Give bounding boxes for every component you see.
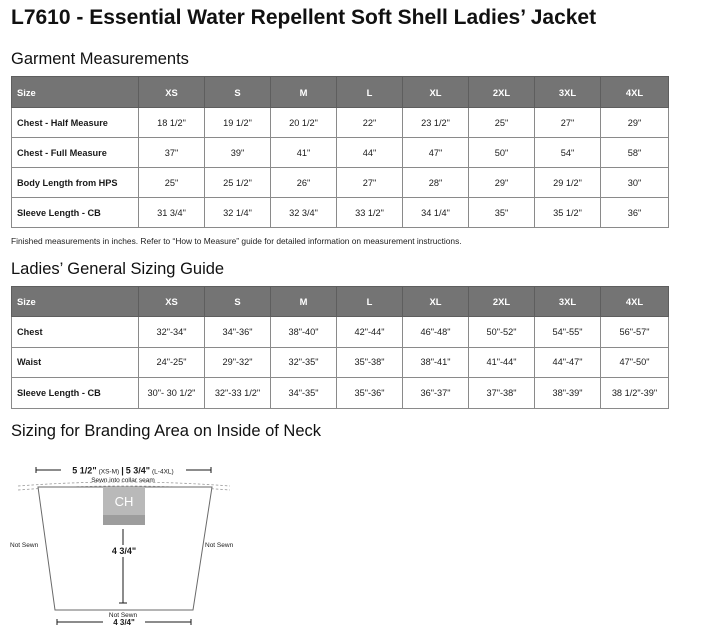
table-cell: 37" [139,138,205,168]
table-cell: 37"-38" [469,378,535,409]
table-cell: 34"-36" [205,317,271,348]
table-cell: 32 3/4" [271,198,337,228]
table-cell: 38"-40" [271,317,337,348]
header-xl: XL [403,77,469,108]
left-not-sewn-label: Not Sewn [10,542,39,549]
table-cell: 50" [469,138,535,168]
table-cell: 35" [469,198,535,228]
table-cell: 29" [469,168,535,198]
table-cell: 24"-25" [139,347,205,378]
table-cell: 29 1/2" [535,168,601,198]
table-cell: 27" [337,168,403,198]
row-label: Chest - Half Measure [12,108,139,138]
right-not-sewn-label: Not Sewn [205,542,234,549]
table-cell: 31 3/4" [139,198,205,228]
table-cell: 34 1/4" [403,198,469,228]
row-label: Sleeve Length - CB [12,378,139,409]
table-row [12,138,669,168]
bottom-not-sewn-label: Not Sewn [108,612,138,619]
header-l: L [337,77,403,108]
table-cell: 44" [337,138,403,168]
table-cell: 30" [601,168,669,198]
table-cell: 44"-47" [535,347,601,378]
table-cell: 41" [271,138,337,168]
header-4xl: 4XL [601,287,669,317]
table-cell: 58" [601,138,669,168]
row-label: Chest - Full Measure [12,138,139,168]
header-m: M [271,77,337,108]
table-cell: 26" [271,168,337,198]
table-cell: 32"-35" [271,347,337,378]
table-cell: 20 1/2" [271,108,337,138]
row-label: Chest [12,317,139,348]
logo-size-strip [103,515,145,525]
header-l: L [337,287,403,317]
row-label: Waist [12,347,139,378]
table-cell: 54"-55" [535,317,601,348]
header-3xl: 3XL [535,77,601,108]
header-size: Size [12,287,139,317]
table-row [12,347,669,378]
table-cell: 36"-37" [403,378,469,409]
table-cell: 25" [469,108,535,138]
table-cell: 27" [535,108,601,138]
table-cell: 39" [205,138,271,168]
table-row [12,168,669,198]
table-cell: 29" [601,108,669,138]
table-cell: 32 1/4" [205,198,271,228]
table-cell: 38"-41" [403,347,469,378]
row-label: Sleeve Length - CB [12,198,139,228]
table-cell: 47" [403,138,469,168]
branding-area-heading: Sizing for Branding Area on Inside of Neck [11,422,322,440]
table-cell: 25" [139,168,205,198]
table-cell: 18 1/2" [139,108,205,138]
header-s: S [205,287,271,317]
table-cell: 30"- 30 1/2" [139,378,205,409]
table-row [12,378,669,409]
table-cell: 25 1/2" [205,168,271,198]
table-cell: 19 1/2" [205,108,271,138]
table-header-row [12,287,669,317]
ladies-sizing-heading: Ladies’ General Sizing Guide [11,260,225,278]
table-cell: 29"-32" [205,347,271,378]
table-cell: 35"-36" [337,378,403,409]
table-cell: 22" [337,108,403,138]
table-row [12,317,669,348]
table-cell: 28" [403,168,469,198]
header-2xl: 2XL [469,287,535,317]
table-row [12,108,669,138]
header-3xl: 3XL [535,287,601,317]
page-title: L7610 - Essential Water Repellent Soft Shell Ladies’ Jacket [11,6,597,29]
table-cell: 34"-35" [271,378,337,409]
logo-mark: CH [114,494,134,509]
table-cell: 36" [601,198,669,228]
sewn-into-collar-label: Sewn into collar seam [91,477,155,484]
table-cell: 46"-48" [403,317,469,348]
table-cell: 47"-50" [601,347,669,378]
table-cell: 54" [535,138,601,168]
table-cell: 50"-52" [469,317,535,348]
garment-measurements-table [11,76,669,228]
table-cell: 42"-44" [337,317,403,348]
table-cell: 32"-34" [139,317,205,348]
table-cell: 41"-44" [469,347,535,378]
height-label: 4 3/4" [111,546,137,556]
top-width-label: 5 1/2" (XS-M) | 5 3/4" (L-4XL) [72,465,174,476]
header-xs: XS [139,77,205,108]
table-cell: 35"-38" [337,347,403,378]
measurement-note: Finished measurements in inches. Refer to “How to Measure” guide for detailed information on measurement instructions. [11,236,462,246]
table-cell: 23 1/2" [403,108,469,138]
table-cell: 38"-39" [535,378,601,409]
table-cell: 32"-33 1/2" [205,378,271,409]
garment-measurements-heading: Garment Measurements [11,50,189,68]
row-label: Body Length from HPS [12,168,139,198]
table-cell: 38 1/2"-39" [601,378,669,409]
header-xs: XS [139,287,205,317]
header-m: M [271,287,337,317]
table-cell: 33 1/2" [337,198,403,228]
header-4xl: 4XL [601,77,669,108]
branding-area-diagram [0,450,300,644]
table-cell: 56"-57" [601,317,669,348]
header-size: Size [12,77,139,108]
header-xl: XL [403,287,469,317]
bottom-width-label: 4 3/4" [113,618,135,627]
table-header-row [12,77,669,108]
header-2xl: 2XL [469,77,535,108]
table-row [12,198,669,228]
ladies-sizing-table [11,286,669,409]
table-cell: 35 1/2" [535,198,601,228]
header-s: S [205,77,271,108]
